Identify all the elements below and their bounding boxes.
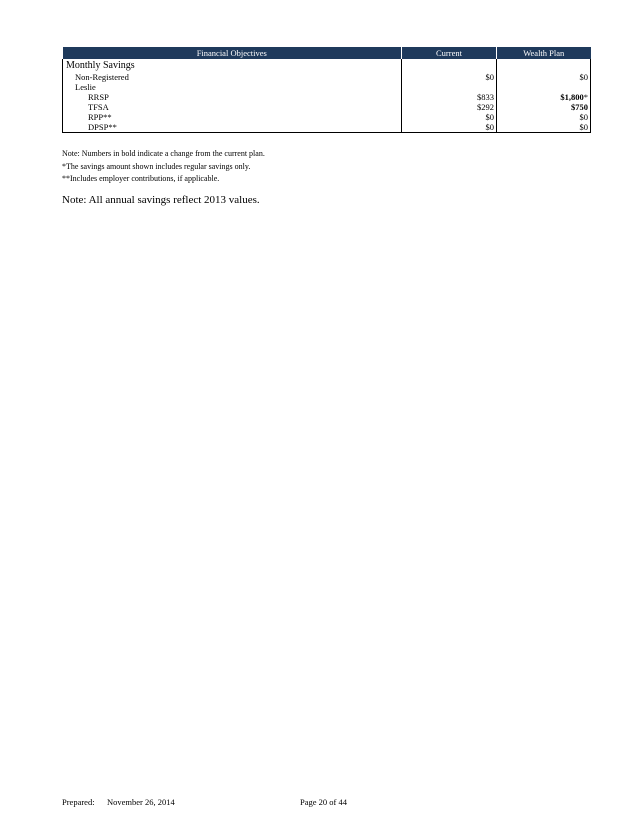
table-row-leslie [63,82,591,92]
footer-prepared-date: November 26, 2014 [107,797,175,807]
row-current-value: $833 [402,92,497,102]
row-label: RPP** [88,112,112,122]
savings-table-container [62,47,590,133]
row-label: RRSP [88,92,109,102]
section-label: Monthly Savings [66,59,135,71]
annual-savings-note: Note: All annual savings reflect 2013 values. [62,194,260,206]
table-row-rpp [63,112,591,122]
row-plan-value: $0 [497,112,591,122]
table-row-non-registered [63,72,591,82]
row-plan-value: $1,800 [560,92,584,102]
header-current: Current [402,47,497,59]
footer-prepared-label: Prepared: [62,797,95,807]
row-current-value: $0 [402,112,497,122]
row-plan-value: $750 [497,102,591,112]
header-wealth-plan: Wealth Plan [497,47,591,59]
savings-table [62,47,591,133]
footnote-employer-contributions: **Includes employer contributions, if applicable. [62,174,220,183]
section-row-monthly-savings [63,59,591,72]
row-plan-cell [497,92,591,102]
row-current-value: $292 [402,102,497,112]
row-label: Non-Registered [75,72,129,82]
row-plan-value: $0 [497,72,591,82]
row-current-value [402,82,497,92]
row-plan-value [497,82,591,92]
table-row-dpsp [63,122,591,133]
row-label: TFSA [88,102,109,112]
row-current-value: $0 [402,72,497,82]
section-current-cell [402,59,497,72]
header-financial-objectives: Financial Objectives [63,47,402,59]
row-label: DPSP** [88,122,117,132]
table-row-rrsp [63,92,591,102]
section-plan-cell [497,59,591,72]
row-plan-footnote-marker: * [583,92,588,102]
footnote-regular-savings: *The savings amount shown includes regular savings only. [62,161,251,171]
row-current-value: $0 [402,122,497,133]
row-label: Leslie [75,82,96,92]
footer-page-number: Page 20 of 44 [300,797,347,807]
table-row-tfsa [63,102,591,112]
table-header-row [63,47,591,59]
footnote-bold-change: Note: Numbers in bold indicate a change from the current plan. [62,149,265,158]
table-footnotes [62,148,265,186]
row-plan-value: $0 [497,122,591,133]
